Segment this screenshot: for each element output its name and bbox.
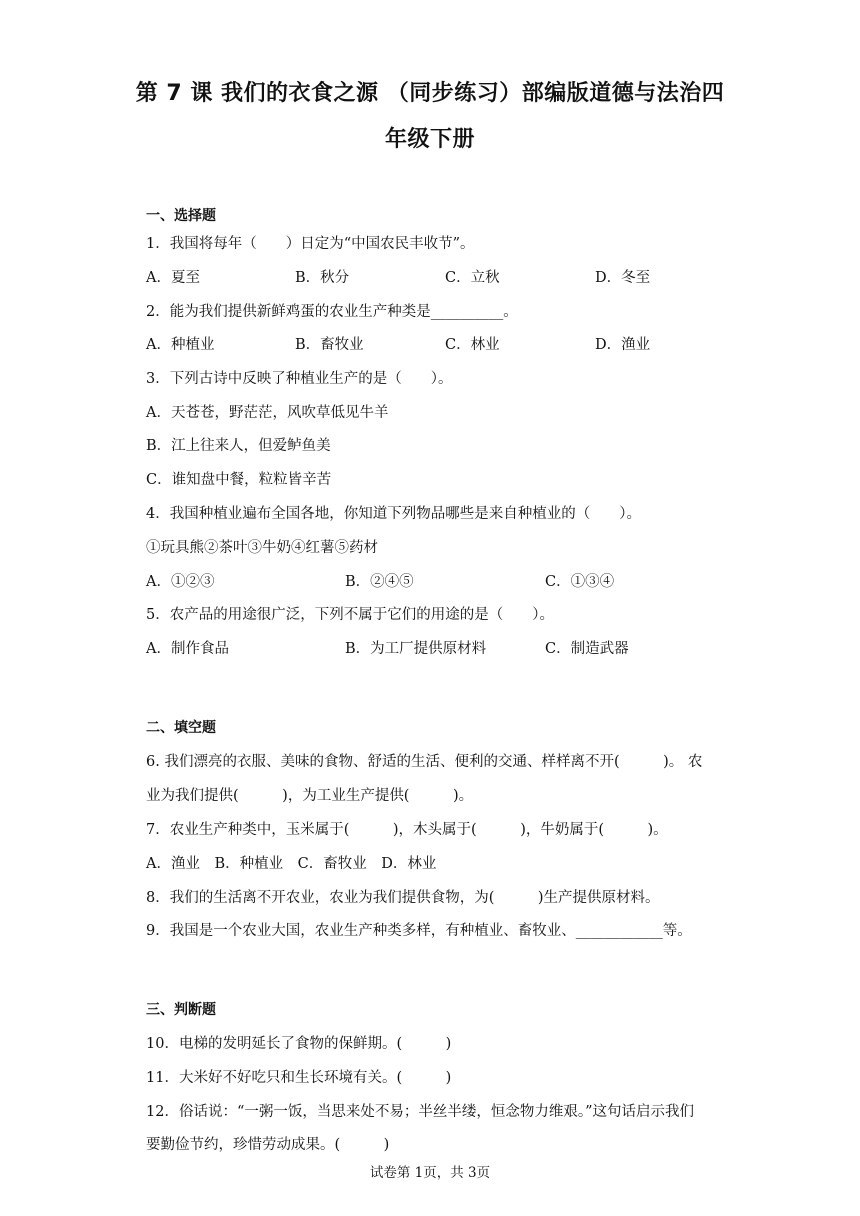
question-4: 4．我国种植业遍布全国各地，你知道下列物品哪些是来自种植业的（ ）。: [146, 506, 641, 522]
question-11: 11．大米好不好吃只和生长环境有关。( ): [146, 1070, 452, 1086]
q2-option-b: B．畜牧业: [295, 337, 364, 353]
question-2: 2．能为我们提供新鲜鸡蛋的农业生产种类是__________。: [146, 304, 518, 320]
q5-option-b: B．为工厂提供原材料: [345, 641, 487, 657]
q2-option-c: C．林业: [445, 337, 500, 353]
question-9: 9．我国是一个农业大国，农业生产种类多样，有种植业、畜牧业、____________等。: [146, 923, 692, 939]
q3-option-b: B．江上往来人，但爱鲈鱼美: [146, 438, 331, 454]
page-footer: 试卷第 1页，共 3页: [369, 1165, 491, 1181]
q2-option-a: A．种植业: [146, 337, 215, 353]
question-5: 5．农产品的用途很广泛，下列不属于它们的用途的是（ ）。: [146, 607, 554, 623]
q4-items: ①玩具熊②茶叶③牛奶④红薯⑤药材: [146, 540, 378, 556]
title-line-1: 第 7 课 我们的衣食之源 （同步练习）部编版道德与法治四: [135, 81, 725, 106]
q4-option-c: C．①③④: [545, 574, 615, 590]
section-judge-heading: 三、判断题: [146, 1002, 216, 1018]
q3-option-c: C．谁知盘中餐，粒粒皆辛苦: [146, 472, 332, 488]
question-3: 3．下列古诗中反映了种植业生产的是（ ）。: [146, 371, 453, 387]
q7-options: A．渔业 B．种植业 C．畜牧业 D．林业: [146, 856, 437, 872]
question-1: 1．我国将每年（ ）日定为“中国农民丰收节”。: [146, 236, 475, 252]
q4-option-a: A．①②③: [146, 574, 215, 590]
section-fill-heading: 二、填空题: [146, 720, 216, 736]
question-7: 7．农业生产种类中，玉米属于( )，木头属于( )，牛奶属于( )。: [146, 822, 668, 838]
q1-option-a: A．夏至: [146, 270, 200, 286]
q2-option-d: D．渔业: [595, 337, 651, 353]
q3-option-a: A．天苍苍，野茫茫，风吹草低见牛羊: [146, 405, 389, 421]
question-10: 10．电梯的发明延长了食物的保鲜期。( ): [146, 1036, 452, 1052]
q4-option-b: B．②④⑤: [345, 574, 414, 590]
question-12-line-2: 要勤俭节约，珍惜劳动成果。( ): [146, 1137, 390, 1153]
question-12-line-1: 12．俗话说：“一粥一饭，当思来处不易；半丝半缕，恒念物力维艰。”这句话启示我们: [146, 1104, 695, 1120]
section-choice-heading: 一、选择题: [146, 208, 216, 224]
q1-option-c: C．立秋: [445, 270, 500, 286]
title-line-2: 年级下册: [384, 127, 475, 152]
question-8: 8．我们的生活离不开农业，农业为我们提供食物，为( )生产提供原材料。: [146, 890, 660, 906]
question-6-line-1: 6. 我们漂亮的衣服、美味的食物、舒适的生活、便利的交通、样样离不开( )。 农: [146, 754, 703, 770]
q1-option-b: B．秋分: [295, 270, 350, 286]
question-6-line-2: 业为我们提供( )，为工业生产提供( )。: [146, 788, 474, 804]
q5-option-a: A．制作食品: [146, 641, 229, 657]
q1-option-d: D．冬至: [595, 270, 651, 286]
q5-option-c: C．制造武器: [545, 641, 629, 657]
